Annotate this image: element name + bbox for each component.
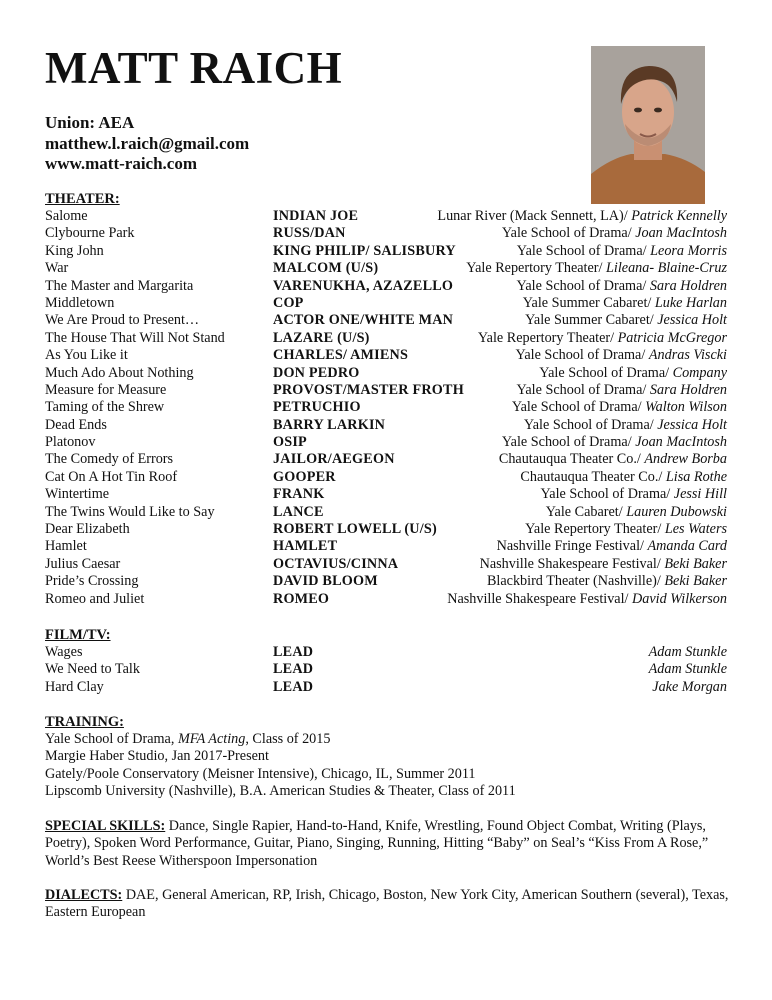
credit-title: Hard Clay <box>45 678 104 695</box>
credit-title: Salome <box>45 208 88 224</box>
credit-role: INDIAN JOE <box>273 208 359 224</box>
credit-company: Yale School of Drama/ <box>516 242 651 259</box>
credit-title: Clybourne Park <box>45 225 135 242</box>
credit-role: OCTAVIUS/CINNA <box>273 555 399 572</box>
credit-venue <box>520 469 727 486</box>
dialects-text: DAE, General American, RP, Irish, Chicago, Boston, New York City, American Southern (several), Texas, Eastern European <box>45 887 729 921</box>
credit-role: LANCE <box>273 503 324 520</box>
credit-director: Jessi Hill <box>673 486 727 503</box>
credit-venue <box>524 417 727 434</box>
credit-venue <box>649 661 727 678</box>
credit-row <box>45 399 727 416</box>
credit-role: MALCOM (U/S) <box>273 260 379 277</box>
credit-director: Leora Morris <box>650 242 727 259</box>
credit-title: Dead Ends <box>45 416 107 433</box>
credit-company: Yale Repertory Theater/ <box>525 521 665 538</box>
credit-role: DAVID BLOOM <box>273 573 378 590</box>
credit-company: Yale School of Drama/ <box>516 381 650 398</box>
credit-director: Jessica Holt <box>657 312 727 329</box>
credit-venue <box>649 644 727 661</box>
credit-director: Patricia McGregor <box>617 329 727 346</box>
theater-heading: THEATER: <box>45 191 120 207</box>
credit-venue <box>437 208 727 225</box>
credit-venue <box>502 434 727 451</box>
credit-row <box>45 679 727 696</box>
film-heading: FILM/TV: <box>45 627 111 643</box>
credit-title: War <box>45 260 69 277</box>
credit-director: Jessica Holt <box>657 416 727 433</box>
credit-role: LAZARE (U/S) <box>273 329 370 346</box>
credit-title: The Comedy of Errors <box>45 451 174 468</box>
credit-company: Chautauqua Theater Co./ <box>498 451 645 468</box>
credit-title: We Need to Talk <box>45 661 140 678</box>
credit-company: Lunar River (Mack Sennett, LA)/ <box>437 208 632 224</box>
skills-text: Dance, Single Rapier, Hand-to-Hand, Knife, Wrestling, Found Object Combat, Writing (Plays, Poetry), Spoken Word Performance, Guitar, Piano, Singing, Running, Hitting “Baby” on Seal’s “Kiss From A Rose,” World’s Best Reese Witherspoon Impersonation <box>45 818 709 869</box>
credit-venue <box>540 486 727 503</box>
credit-company: Yale School of Drama/ <box>516 277 650 294</box>
credit-venue <box>512 399 727 416</box>
credit-role: RUSS/DAN <box>273 225 346 242</box>
credit-row <box>45 556 727 573</box>
credit-venue <box>480 556 727 573</box>
credit-row <box>45 260 727 277</box>
headshot-illustration <box>591 46 705 204</box>
dialects <box>45 887 735 922</box>
credit-venue <box>517 278 727 295</box>
credit-role: KING PHILIP/ SALISBURY <box>273 242 456 259</box>
credit-role: PROVOST/MASTER FROTH <box>273 381 464 398</box>
credit-row <box>45 591 727 608</box>
credit-role: LEAD <box>273 661 314 678</box>
training-item <box>45 731 516 748</box>
credit-row <box>45 469 727 486</box>
credit-director: Sara Holdren <box>649 381 727 398</box>
website-text: www.matt-raich.com <box>45 154 198 173</box>
credit-director: Amanda Card <box>647 538 727 555</box>
credit-director: Andras Viscki <box>648 347 727 364</box>
credit-role: VARENUKHA, AZAZELLO <box>273 277 454 294</box>
credit-director: Lileana- Blaine-Cruz <box>606 260 727 277</box>
credit-row <box>45 382 727 399</box>
training-heading: TRAINING: <box>45 714 124 730</box>
credit-director: Beki Baker <box>664 555 727 572</box>
credit-row <box>45 278 727 295</box>
credit-venue <box>546 504 727 521</box>
special-skills <box>45 818 735 870</box>
credit-venue <box>516 347 727 364</box>
credit-director: Joan MacIntosh <box>635 225 727 242</box>
credit-company: Yale Summer Cabaret/ <box>525 312 658 329</box>
credit-role: FRANK <box>273 486 325 503</box>
credit-venue <box>497 538 727 555</box>
training-item: Margie Haber Studio, Jan 2017-Present <box>45 748 269 765</box>
credit-venue <box>478 330 727 347</box>
credit-company: Chautauqua Theater Co./ <box>520 468 666 485</box>
credit-company: Yale Cabaret/ <box>545 503 627 520</box>
credit-row <box>45 365 727 382</box>
credit-venue <box>517 382 727 399</box>
credit-director: Joan MacIntosh <box>635 434 727 451</box>
training-item: Gately/Poole Conservatory (Meisner Intensive), Chicago, IL, Summer 2011 <box>45 765 476 782</box>
credit-venue <box>502 225 727 242</box>
union-text: Union: AEA <box>45 113 135 132</box>
credit-title: Pride’s Crossing <box>45 573 139 590</box>
credit-director: Jake Morgan <box>652 678 727 695</box>
training-school: Yale School of Drama, <box>45 731 178 747</box>
credit-company: Nashville Fringe Festival/ <box>496 538 648 555</box>
credit-row <box>45 504 727 521</box>
credit-company: Yale Summer Cabaret/ <box>522 294 655 311</box>
credit-row <box>45 451 727 468</box>
credit-row <box>45 330 727 347</box>
credit-company: Yale School of Drama/ <box>511 399 646 416</box>
credit-venue <box>487 573 727 590</box>
credit-director: Adam Stunkle <box>648 661 727 678</box>
credit-row <box>45 538 727 555</box>
headshot-photo <box>591 46 705 204</box>
skills-heading: SPECIAL SKILLS: <box>45 818 166 834</box>
credit-company: Yale School of Drama/ <box>501 225 636 242</box>
credit-company: Nashville Shakespeare Festival/ <box>479 555 665 572</box>
credit-role: DON PEDRO <box>273 364 360 381</box>
credit-title: The Twins Would Like to Say <box>45 503 215 520</box>
credit-row <box>45 573 727 590</box>
credit-company: Yale School of Drama/ <box>539 364 673 381</box>
credit-company: Yale School of Drama/ <box>515 347 649 364</box>
credit-company: Blackbird Theater (Nashville)/ <box>486 573 665 590</box>
credit-director: Patrick Kennelly <box>631 208 727 224</box>
film-credits <box>45 644 727 696</box>
training-year: , Class of 2015 <box>245 731 331 747</box>
credit-role: OSIP <box>273 434 307 451</box>
credit-row <box>45 347 727 364</box>
credit-director: Lauren Dubowski <box>626 503 727 520</box>
credit-company: Nashville Shakespeare Festival/ <box>447 590 633 607</box>
credit-row <box>45 243 727 260</box>
credit-director: Company <box>672 364 727 381</box>
credit-venue <box>523 295 727 312</box>
credit-director: Walton Wilson <box>645 399 727 416</box>
training-list <box>45 731 516 801</box>
training-item: Lipscomb University (Nashville), B.A. American Studies & Theater, Class of 2011 <box>45 783 516 800</box>
credit-title: The House That Will Not Stand <box>45 329 225 346</box>
credit-row <box>45 417 727 434</box>
credit-company: Yale Repertory Theater/ <box>477 329 618 346</box>
credit-role: HAMLET <box>273 538 338 555</box>
credit-role: GOOPER <box>273 468 336 485</box>
credit-row <box>45 225 727 242</box>
credit-row <box>45 295 727 312</box>
credit-title: Measure for Measure <box>45 381 167 398</box>
credit-title: Middletown <box>45 294 115 311</box>
credit-role: ROMEO <box>273 590 330 607</box>
theater-credits <box>45 208 727 608</box>
credit-row <box>45 434 727 451</box>
credit-title: Much Ado About Nothing <box>45 364 194 381</box>
credit-company: Yale School of Drama/ <box>501 434 636 451</box>
credit-role: ROBERT LOWELL (U/S) <box>273 521 437 538</box>
credit-title: Wages <box>45 644 83 660</box>
credit-title: We Are Proud to Present… <box>45 312 200 329</box>
credit-venue <box>525 521 727 538</box>
credit-row <box>45 312 727 329</box>
contact-block <box>45 113 249 175</box>
credit-row <box>45 208 727 225</box>
credit-director: Sara Holdren <box>649 277 727 294</box>
credit-venue <box>466 260 727 277</box>
credit-director: Lisa Rothe <box>665 468 727 485</box>
credit-title: Hamlet <box>45 538 87 555</box>
credit-director: Andrew Borba <box>644 451 727 468</box>
credit-title: Cat On A Hot Tin Roof <box>45 468 178 485</box>
credit-role: ACTOR ONE/WHITE MAN <box>273 312 454 329</box>
credit-director: Luke Harlan <box>654 294 727 311</box>
credit-company: Yale School of Drama/ <box>540 486 674 503</box>
credit-row <box>45 644 727 661</box>
credit-title: Romeo and Juliet <box>45 590 145 607</box>
actor-name: MATT RAICH <box>45 43 343 93</box>
credit-title: Dear Elizabeth <box>45 521 130 538</box>
credit-role: PETRUCHIO <box>273 399 361 416</box>
credit-title: Julius Caesar <box>45 555 121 572</box>
credit-title: Platonov <box>45 434 96 451</box>
credit-title: Wintertime <box>45 486 110 503</box>
credit-venue <box>652 679 727 696</box>
dialects-heading: DIALECTS: <box>45 887 123 903</box>
credit-director: David Wilkerson <box>632 590 727 607</box>
credit-role: COP <box>273 294 304 311</box>
credit-row <box>45 661 727 678</box>
email-text: matthew.l.raich@gmail.com <box>45 133 250 153</box>
credit-title: King John <box>45 242 104 259</box>
credit-venue <box>525 312 727 329</box>
credit-company: Yale School of Drama/ <box>523 416 658 433</box>
credit-role: LEAD <box>273 644 314 660</box>
credit-venue <box>539 365 727 382</box>
credit-title: As You Like it <box>45 347 128 364</box>
credit-director: Les Waters <box>664 521 727 538</box>
credit-role: BARRY LARKIN <box>273 416 386 433</box>
credit-role: CHARLES/ AMIENS <box>273 347 409 364</box>
credit-venue <box>447 591 727 608</box>
credit-venue <box>499 451 727 468</box>
credit-director: Beki Baker <box>664 573 727 590</box>
credit-title: Taming of the Shrew <box>45 399 165 416</box>
credit-director: Adam Stunkle <box>648 644 727 660</box>
credit-company: Yale Repertory Theater/ <box>466 260 607 277</box>
credit-role: LEAD <box>273 678 314 695</box>
credit-row <box>45 521 727 538</box>
training-degree: MFA Acting <box>177 731 246 747</box>
credit-title: The Master and Margarita <box>45 277 194 294</box>
credit-venue <box>517 243 727 260</box>
credit-role: JAILOR/AEGEON <box>273 451 395 468</box>
credit-row <box>45 486 727 503</box>
